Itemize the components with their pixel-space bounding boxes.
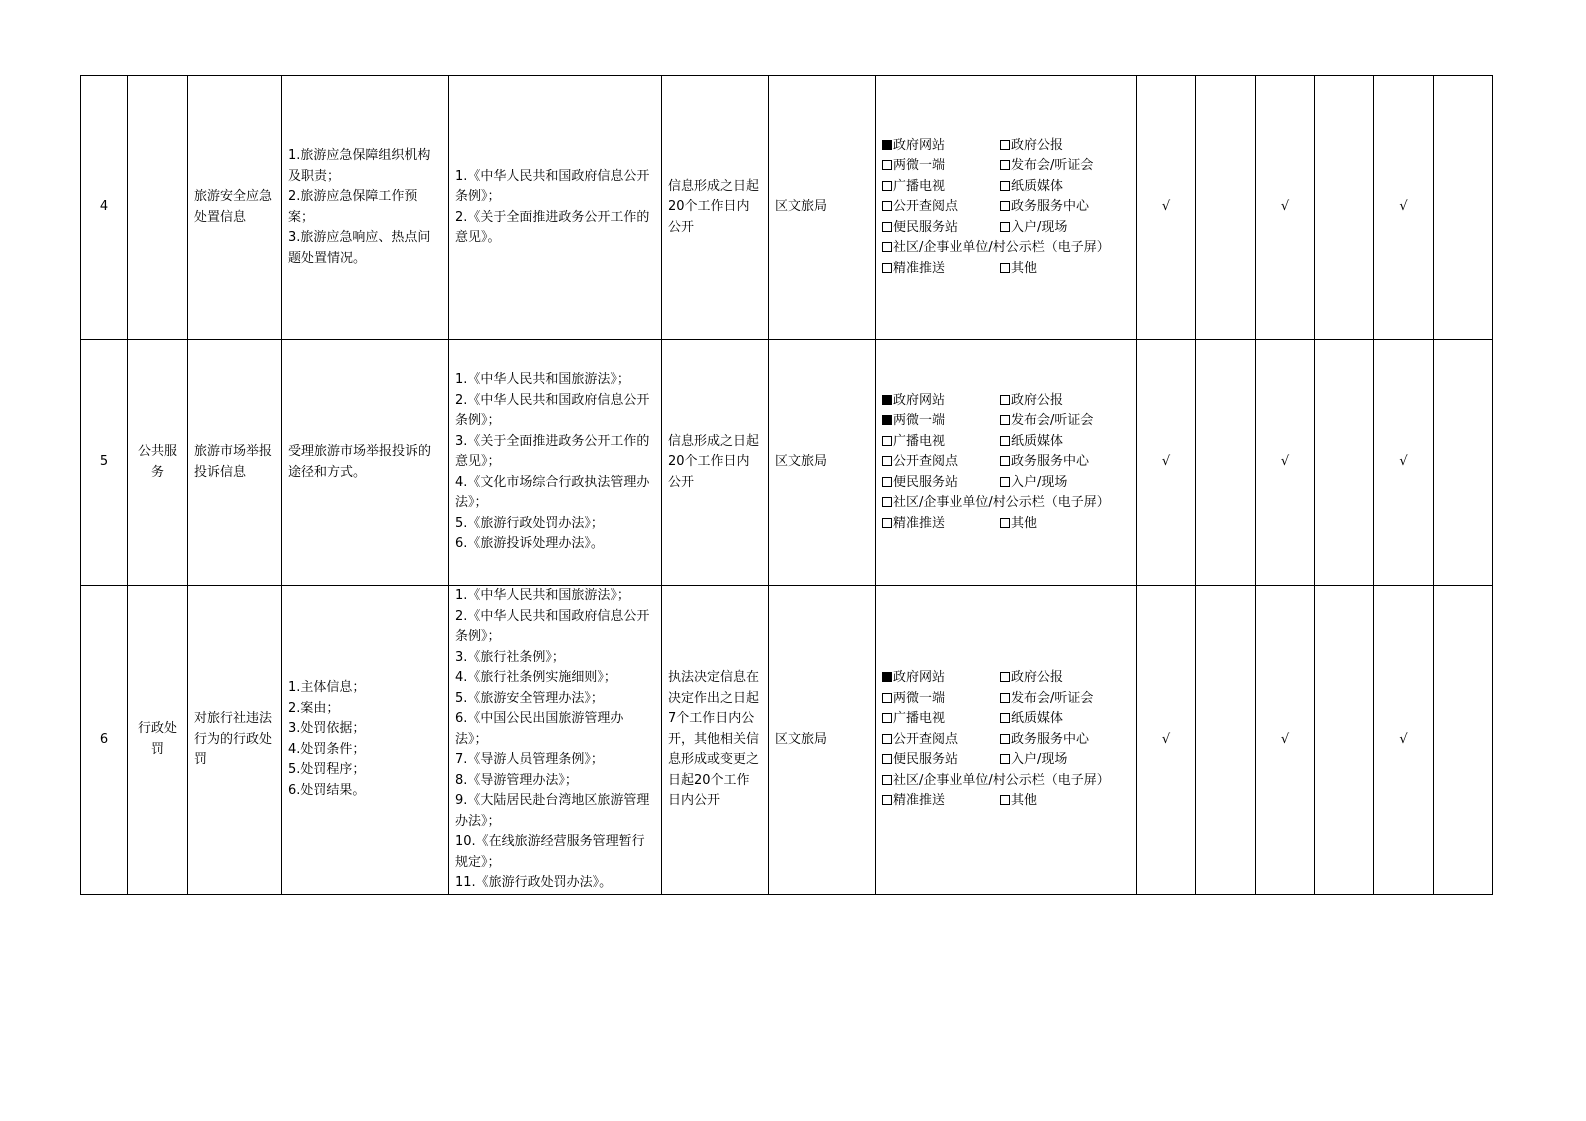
channel-option (1000, 432, 1130, 453)
check-mark: √ (1161, 454, 1171, 470)
category-cell (128, 76, 188, 340)
channel-label: 广播电视 (893, 433, 946, 449)
unchecked-box-icon (882, 693, 892, 703)
channel-label: 政府网站 (893, 137, 946, 153)
item-cell (188, 586, 282, 895)
unchecked-box-icon (882, 242, 892, 252)
unchecked-box-icon (882, 754, 892, 764)
channel-option (1000, 218, 1130, 239)
channel-option (882, 493, 1130, 514)
checked-box-icon (882, 395, 892, 405)
content-cell-text: 1.旅游应急保障组织机构及职责； 2.旅游应急保障工作预案； 3.旅游应急响应、热点问题处置情况。 (288, 148, 431, 266)
mark-cell (1434, 586, 1493, 895)
time-limit-cell (662, 76, 769, 340)
check-mark: √ (1399, 199, 1408, 215)
channel-label: 公开查阅点 (893, 199, 959, 215)
channel-list (882, 391, 1130, 535)
channel-option (1000, 136, 1130, 157)
mark-cell (1434, 340, 1493, 586)
channel-option (1000, 177, 1130, 198)
subject-cell-text: 区文旅局 (775, 199, 828, 215)
channel-label: 两微一端 (893, 690, 946, 706)
channel-label: 纸质媒体 (1011, 711, 1064, 726)
category-cell (128, 340, 188, 586)
index-cell (81, 76, 128, 340)
table-row (81, 586, 1493, 895)
category-cell-text: 公共服务 (137, 444, 177, 480)
mark-cell (1315, 586, 1374, 895)
check-mark: √ (1161, 199, 1171, 215)
unchecked-box-icon (882, 795, 892, 805)
unchecked-box-icon (1000, 713, 1010, 723)
channel-option (882, 432, 1000, 453)
mark-cell (1434, 76, 1493, 340)
index-cell-text: 4 (99, 199, 109, 215)
channel-label: 精准推送 (893, 260, 946, 276)
channels-cell (876, 340, 1137, 586)
channel-option (1000, 411, 1130, 432)
channel-option (1000, 473, 1130, 494)
mark-cell (1374, 340, 1434, 586)
item-cell-text: 旅游安全应急处置信息 (194, 189, 273, 225)
channels-cell (876, 586, 1137, 895)
channel-option (882, 709, 1000, 730)
unchecked-box-icon (882, 160, 892, 170)
check-mark: √ (1280, 199, 1290, 215)
channel-label: 纸质媒体 (1011, 178, 1064, 194)
channel-option (882, 411, 1000, 432)
time-limit-cell-text: 执法决定信息在决定作出之日起7个工作日内公开，其他相关信息形成或变更之日起20个工作日内公开 (668, 670, 760, 808)
channel-option (1000, 197, 1130, 218)
index-cell (81, 340, 128, 586)
channel-option (1000, 689, 1130, 710)
channel-option (1000, 514, 1130, 535)
item-cell-text: 旅游市场举报投诉信息 (194, 444, 273, 480)
channel-option (882, 771, 1130, 792)
channel-option (882, 473, 1000, 494)
unchecked-box-icon (882, 497, 892, 507)
channel-label: 其他 (1011, 793, 1038, 808)
channel-option (882, 177, 1000, 198)
channel-label: 发布会/听证会 (1011, 413, 1094, 429)
content-cell-text: 受理旅游市场举报投诉的途径和方式。 (288, 444, 432, 480)
channel-label: 政府网站 (893, 392, 946, 408)
channel-option (882, 514, 1000, 535)
channel-option (1000, 391, 1130, 412)
disclosure-table (80, 75, 1493, 895)
channel-option (1000, 452, 1130, 473)
time-limit-cell (662, 340, 769, 586)
channel-option (882, 750, 1000, 771)
channel-label: 社区/企事业单位/村公示栏（电子屏） (893, 772, 1110, 788)
index-cell-text: 5 (99, 454, 109, 470)
channel-option (882, 136, 1000, 157)
unchecked-box-icon (1000, 456, 1010, 466)
unchecked-box-icon (882, 181, 892, 191)
channel-label: 政务服务中心 (1011, 199, 1090, 215)
channel-list (882, 668, 1130, 812)
channel-label: 便民服务站 (893, 752, 959, 767)
mark-cell (1137, 340, 1196, 586)
subject-cell-text: 区文旅局 (775, 454, 828, 470)
channel-label: 广播电视 (893, 711, 946, 726)
mark-cell (1374, 76, 1434, 340)
unchecked-box-icon (1000, 395, 1010, 405)
unchecked-box-icon (1000, 201, 1010, 211)
channel-option (882, 452, 1000, 473)
category-cell (128, 586, 188, 895)
unchecked-box-icon (1000, 263, 1010, 273)
channel-option (882, 791, 1000, 812)
mark-cell (1196, 586, 1256, 895)
unchecked-box-icon (1000, 436, 1010, 446)
channel-label: 便民服务站 (893, 219, 959, 235)
unchecked-box-icon (1000, 734, 1010, 744)
channel-label: 公开查阅点 (893, 454, 959, 470)
channel-option (1000, 156, 1130, 177)
channel-label: 政府公报 (1011, 670, 1064, 685)
item-cell-text: 对旅行社违法行为的行政处罚 (194, 711, 273, 767)
channel-label: 纸质媒体 (1011, 433, 1064, 449)
check-mark: √ (1399, 454, 1408, 470)
unchecked-box-icon (1000, 140, 1010, 150)
channel-option (882, 391, 1000, 412)
mark-cell (1315, 76, 1374, 340)
channel-label: 政务服务中心 (1011, 731, 1090, 747)
channel-option (882, 730, 1000, 751)
content-cell (282, 340, 449, 586)
unchecked-box-icon (882, 477, 892, 487)
unchecked-box-icon (882, 456, 892, 466)
channel-list (882, 136, 1130, 280)
channel-label: 两微一端 (893, 413, 946, 429)
unchecked-box-icon (1000, 795, 1010, 805)
check-mark: √ (1161, 731, 1171, 747)
unchecked-box-icon (882, 518, 892, 528)
unchecked-box-icon (1000, 222, 1010, 232)
mark-cell (1256, 340, 1315, 586)
unchecked-box-icon (882, 201, 892, 211)
unchecked-box-icon (1000, 415, 1010, 425)
basis-cell-text: 1.《中华人民共和国政府信息公开条例》； 2.《关于全面推进政务公开工作的意见》。 (455, 168, 650, 245)
mark-cell (1196, 340, 1256, 586)
subject-cell (769, 586, 876, 895)
time-limit-cell (662, 586, 769, 895)
mark-cell (1256, 76, 1315, 340)
mark-cell (1374, 586, 1434, 895)
subject-cell (769, 76, 876, 340)
channel-option (1000, 730, 1130, 751)
unchecked-box-icon (1000, 181, 1010, 191)
mark-cell (1256, 586, 1315, 895)
basis-cell (449, 340, 662, 586)
unchecked-box-icon (882, 222, 892, 232)
channel-option (1000, 709, 1130, 730)
channel-label: 发布会/听证会 (1011, 690, 1094, 706)
check-mark: √ (1399, 731, 1408, 747)
unchecked-box-icon (1000, 160, 1010, 170)
channel-label: 便民服务站 (893, 474, 959, 490)
channel-label: 入户/现场 (1011, 474, 1068, 490)
channel-option (1000, 259, 1130, 280)
channel-label: 社区/企事业单位/村公示栏（电子屏） (893, 495, 1110, 511)
channel-label: 公开查阅点 (893, 731, 959, 747)
unchecked-box-icon (882, 775, 892, 785)
unchecked-box-icon (882, 713, 892, 723)
table-row (81, 340, 1493, 586)
content-cell (282, 586, 449, 895)
time-limit-cell-text: 信息形成之日起20个工作日内公开 (668, 178, 760, 235)
channel-label: 入户/现场 (1011, 752, 1068, 767)
channel-option (882, 156, 1000, 177)
channel-option (1000, 791, 1130, 812)
channel-label: 政府网站 (893, 670, 946, 685)
channel-label: 政府公报 (1011, 137, 1064, 153)
basis-cell-text: 1.《中华人民共和国旅游法》； 2.《中华人民共和国政府信息公开条例》； 3.《关于全面推进政务公开工作的意见》； 4.《文化市场综合行政执法管理办法》； 5.《旅游行政处罚办法》； 6.《旅游投诉处理办法》。 (455, 372, 650, 552)
channel-label: 精准推送 (893, 515, 946, 531)
channel-label: 其他 (1011, 260, 1038, 276)
channel-label: 政务服务中心 (1011, 454, 1090, 470)
content-cell-text: 1.主体信息； 2.案由； 3.处罚依据； 4.处罚条件； 5.处罚程序； 6.处罚结果。 (288, 680, 366, 798)
subject-cell-text: 区文旅局 (775, 731, 828, 747)
unchecked-box-icon (1000, 672, 1010, 682)
channel-label: 入户/现场 (1011, 219, 1068, 235)
basis-cell (449, 586, 662, 895)
item-cell (188, 340, 282, 586)
channel-label: 广播电视 (893, 178, 946, 194)
channel-option (882, 259, 1000, 280)
unchecked-box-icon (1000, 477, 1010, 487)
channel-option (1000, 750, 1130, 771)
checked-box-icon (882, 672, 892, 682)
index-cell (81, 586, 128, 895)
check-mark: √ (1280, 454, 1290, 470)
unchecked-box-icon (882, 263, 892, 273)
mark-cell (1315, 340, 1374, 586)
index-cell-text: 6 (99, 731, 109, 747)
unchecked-box-icon (882, 734, 892, 744)
category-cell-text: 行政处罚 (137, 721, 177, 757)
unchecked-box-icon (1000, 754, 1010, 764)
basis-cell-text: 1.《中华人民共和国旅游法》； 2.《中华人民共和国政府信息公开条例》； 3.《旅行社条例》； 4.《旅行社条例实施细则》； 5.《旅游安全管理办法》； 6.《中国公民出国旅游管理办法》； 7.《导游人员管理条例》； 8.《导游管理办法》； 9.《大陆居民赴台湾地区旅游管理办法》； 10.《在线旅游经营服务管理暂行规定》； 11.《旅游行政处罚办法》。 (455, 588, 650, 890)
unchecked-box-icon (1000, 693, 1010, 703)
checked-box-icon (882, 415, 892, 425)
mark-cell (1196, 76, 1256, 340)
channel-option (882, 689, 1000, 710)
table-row (81, 76, 1493, 340)
mark-cell (1137, 586, 1196, 895)
channel-option (1000, 668, 1130, 689)
item-cell (188, 76, 282, 340)
channel-option (882, 238, 1130, 259)
channel-option (882, 218, 1000, 239)
checked-box-icon (882, 140, 892, 150)
channel-option (882, 197, 1000, 218)
channel-label: 两微一端 (893, 158, 946, 174)
subject-cell (769, 340, 876, 586)
channel-label: 社区/企事业单位/村公示栏（电子屏） (893, 240, 1110, 256)
mark-cell (1137, 76, 1196, 340)
unchecked-box-icon (882, 436, 892, 446)
channels-cell (876, 76, 1137, 340)
time-limit-cell-text: 信息形成之日起20个工作日内公开 (668, 433, 760, 490)
content-cell (282, 76, 449, 340)
channel-label: 政府公报 (1011, 392, 1064, 408)
basis-cell (449, 76, 662, 340)
channel-option (882, 668, 1000, 689)
unchecked-box-icon (1000, 518, 1010, 528)
channel-label: 精准推送 (893, 793, 946, 808)
channel-label: 其他 (1011, 515, 1038, 531)
channel-label: 发布会/听证会 (1011, 158, 1094, 174)
check-mark: √ (1280, 731, 1290, 747)
